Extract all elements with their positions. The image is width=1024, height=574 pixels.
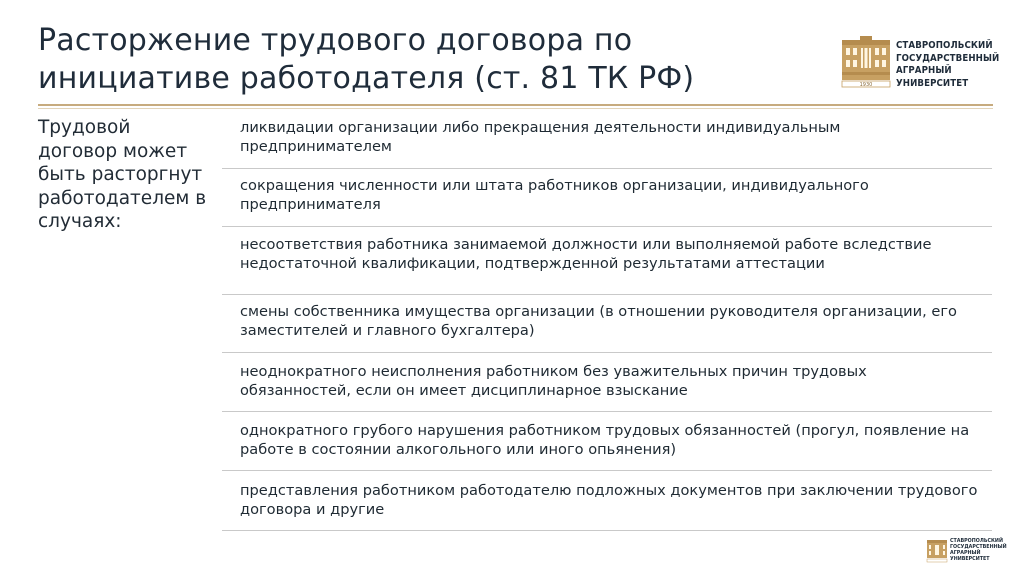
case-text: неоднократного неисполнения работником без уважительных причин трудовых обязанностей, если он имеет дисциплинарное взыскание (240, 363, 867, 399)
left-label: Трудовой договор может быть расторгнут работодателем в случаях: (38, 117, 207, 232)
case-text: несоответствия работника занимаемой должности или выполняемой работе вследствие недостаточной квалификации, подтвержденной результатами аттестации (240, 236, 932, 272)
case-item (222, 169, 992, 227)
case-item (222, 295, 992, 353)
footer-logo (926, 538, 1016, 568)
header-rule-thin (38, 108, 993, 109)
slide-title: Расторжение трудового договора по инициативе работодателя (ст. 81 ТК РФ) (38, 23, 695, 96)
case-item (222, 412, 992, 471)
logo-text: СТАВРОПОЛЬСКИЙ ГОСУДАРСТВЕННЫЙ АГРАРНЫЙ УНИВЕРСИТЕТ (896, 40, 1000, 89)
case-item (222, 110, 992, 169)
header-rule (38, 104, 993, 106)
case-text: сокращения численности или штата работников организации, индивидуального предпринимателя (240, 177, 869, 213)
university-building-logo-icon (926, 538, 948, 564)
case-text: однократного грубого нарушения работником трудовых обязанностей (прогул, появление на работе в состоянии алкогольного или иного опьянения) (240, 422, 970, 458)
case-item (222, 227, 992, 295)
case-text: ликвидации организации либо прекращения деятельности индивидуальным предпринимателем (240, 119, 841, 155)
logo-year: 1930 (859, 82, 873, 88)
footer-logo-text: СТАВРОПОЛЬСКИЙ ГОСУДАРСТВЕННЫЙ АГРАРНЫЙ УНИВЕРСИТЕТ (950, 539, 1007, 562)
university-building-logo-icon (840, 36, 892, 88)
case-item (222, 471, 992, 531)
case-item (222, 353, 992, 412)
university-logo (840, 36, 1010, 88)
case-text: представления работником работодателю подложных документов при заключении трудового договора и другие (240, 482, 978, 518)
case-text: смены собственника имущества организации (в отношении руководителя организации, его заместителей и главного бухгалтера) (240, 303, 957, 339)
